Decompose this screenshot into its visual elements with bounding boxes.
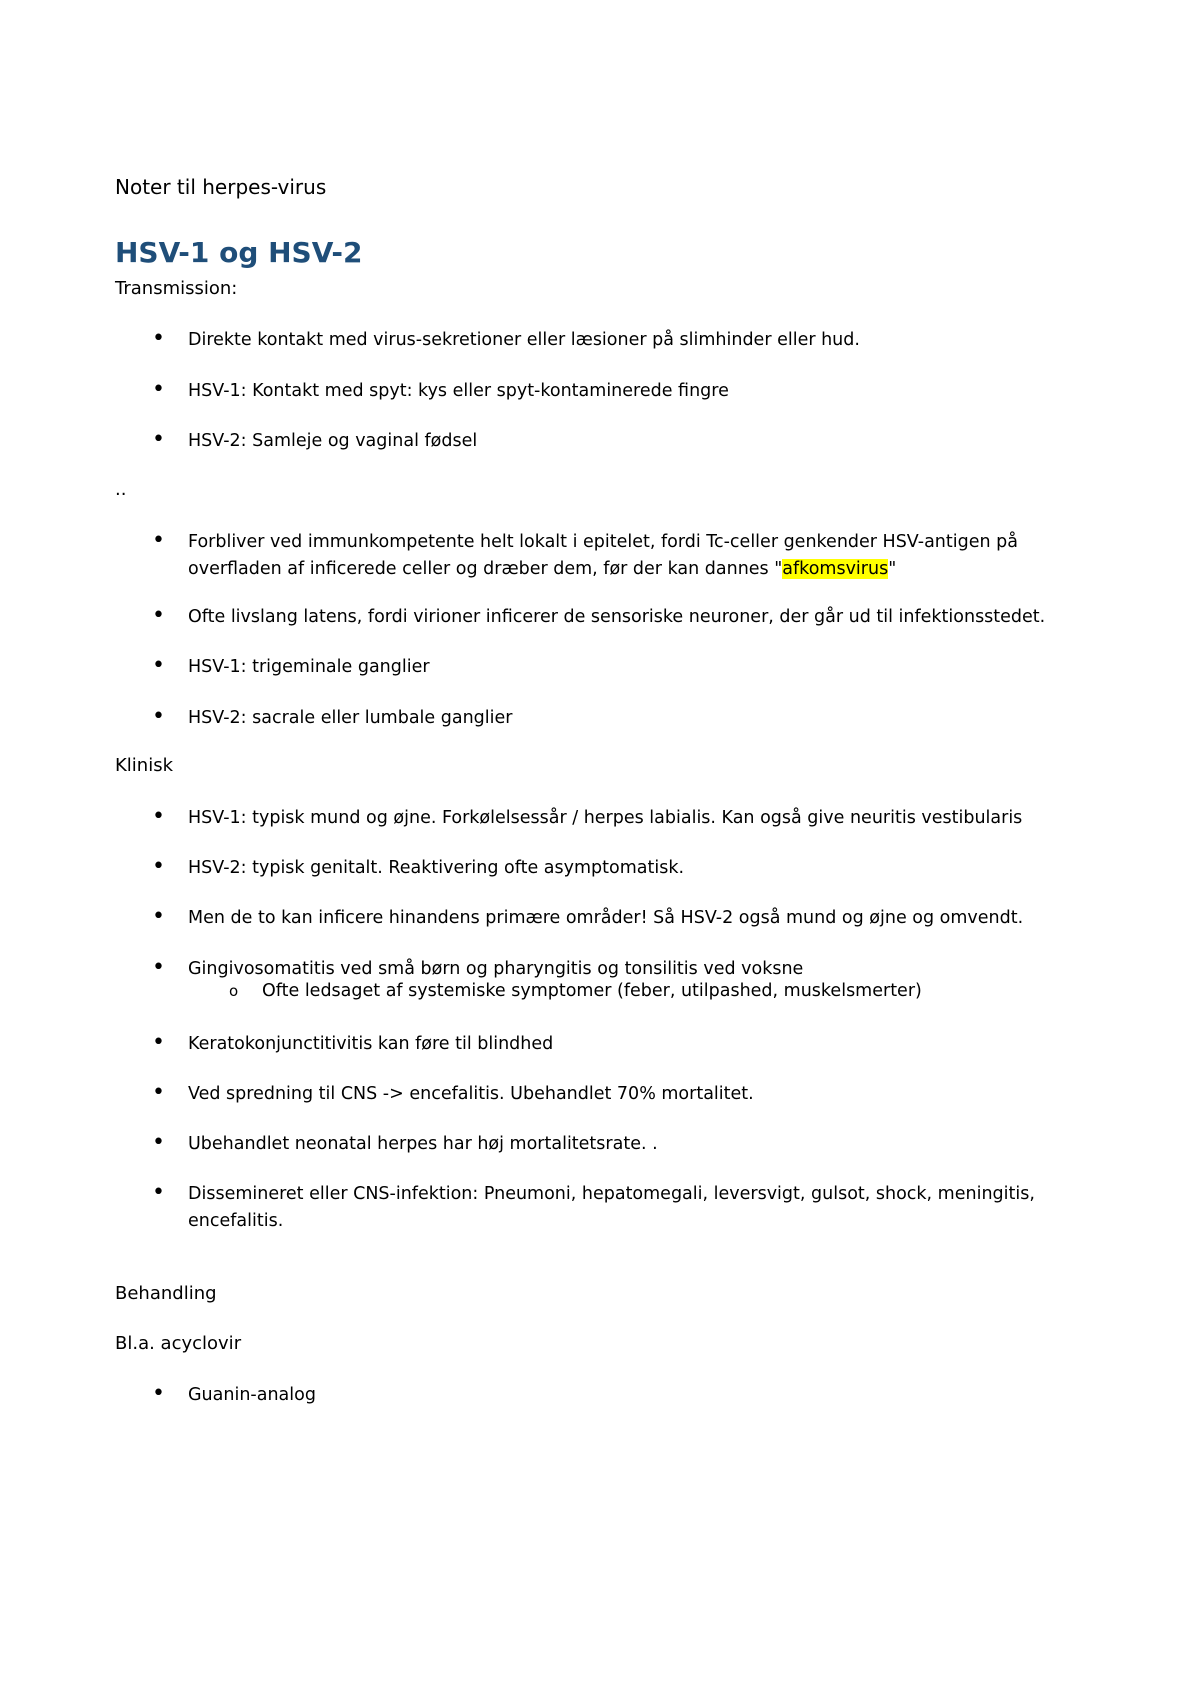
section-heading: HSV-1 og HSV-2 — [115, 236, 363, 269]
transmission-label: Transmission: — [115, 278, 238, 299]
treatment-label: Behandling — [115, 1283, 217, 1304]
sub-list-item: o Ofte ledsaget af systemiske symptomer (feber, utilpashed, muskelsmerter) — [262, 979, 922, 1003]
list-item: • Men de to kan inficere hinandens primære områder! Så HSV-2 også mund og øjne og omvendt. — [188, 905, 1108, 932]
highlighted-text: afkomsvirus — [782, 559, 889, 579]
list-item: • HSV-1: Kontakt med spyt: kys eller spyt-kontaminerede fingre — [188, 378, 1108, 405]
list-item-text: Forbliver ved immunkompetente helt lokalt i epitelet, fordi Tc-celler genkender HSV-antigen på overfladen af inficerede celler og dræber dem, før der kan dannes " — [188, 532, 1018, 579]
list-item: • HSV-2: Samleje og vaginal fødsel — [188, 428, 1108, 455]
clinical-label: Klinisk — [115, 755, 174, 776]
list-item: • Keratokonjunctitivitis kan føre til blindhed — [188, 1031, 1108, 1058]
list-item: • Ofte livslang latens, fordi virioner inficerer de sensoriske neuroner, der går ud til infektionsstedet. — [188, 604, 1108, 631]
list-item: • Direkte kontakt med virus-sekretioner eller læsioner på slimhinder eller hud. — [188, 327, 1108, 354]
list-item: • HSV-1: typisk mund og øjne. Forkølelsessår / herpes labialis. Kan også give neuritis vestibularis — [188, 805, 1108, 832]
list-item: • HSV-2: sacrale eller lumbale ganglier — [188, 705, 1108, 732]
pathogenesis-label: .. — [115, 479, 127, 500]
list-item: • Dissemineret eller CNS-infektion: Pneumoni, hepatomegali, leversvigt, gulsot, shock, meningitis, encefalitis. — [188, 1181, 1108, 1235]
document-title: Noter til herpes-virus — [115, 175, 327, 199]
list-item: • HSV-2: typisk genitalt. Reaktivering ofte asymptomatisk. — [188, 855, 1108, 882]
list-item: • Ved spredning til CNS -> encefalitis. Ubehandlet 70% mortalitet. — [188, 1081, 1108, 1108]
list-item: • Guanin-analog — [188, 1382, 1108, 1409]
list-item: • Gingivosomatitis ved små børn og pharyngitis og tonsilitis ved voksne — [188, 956, 1108, 983]
list-item-text-end: " — [888, 559, 897, 579]
list-item: • Ubehandlet neonatal herpes har høj mortalitetsrate. . — [188, 1131, 1108, 1158]
treatment-sublabel: Bl.a. acyclovir — [115, 1333, 242, 1354]
list-item: • HSV-1: trigeminale ganglier — [188, 654, 1108, 681]
list-item — [188, 529, 1108, 583]
